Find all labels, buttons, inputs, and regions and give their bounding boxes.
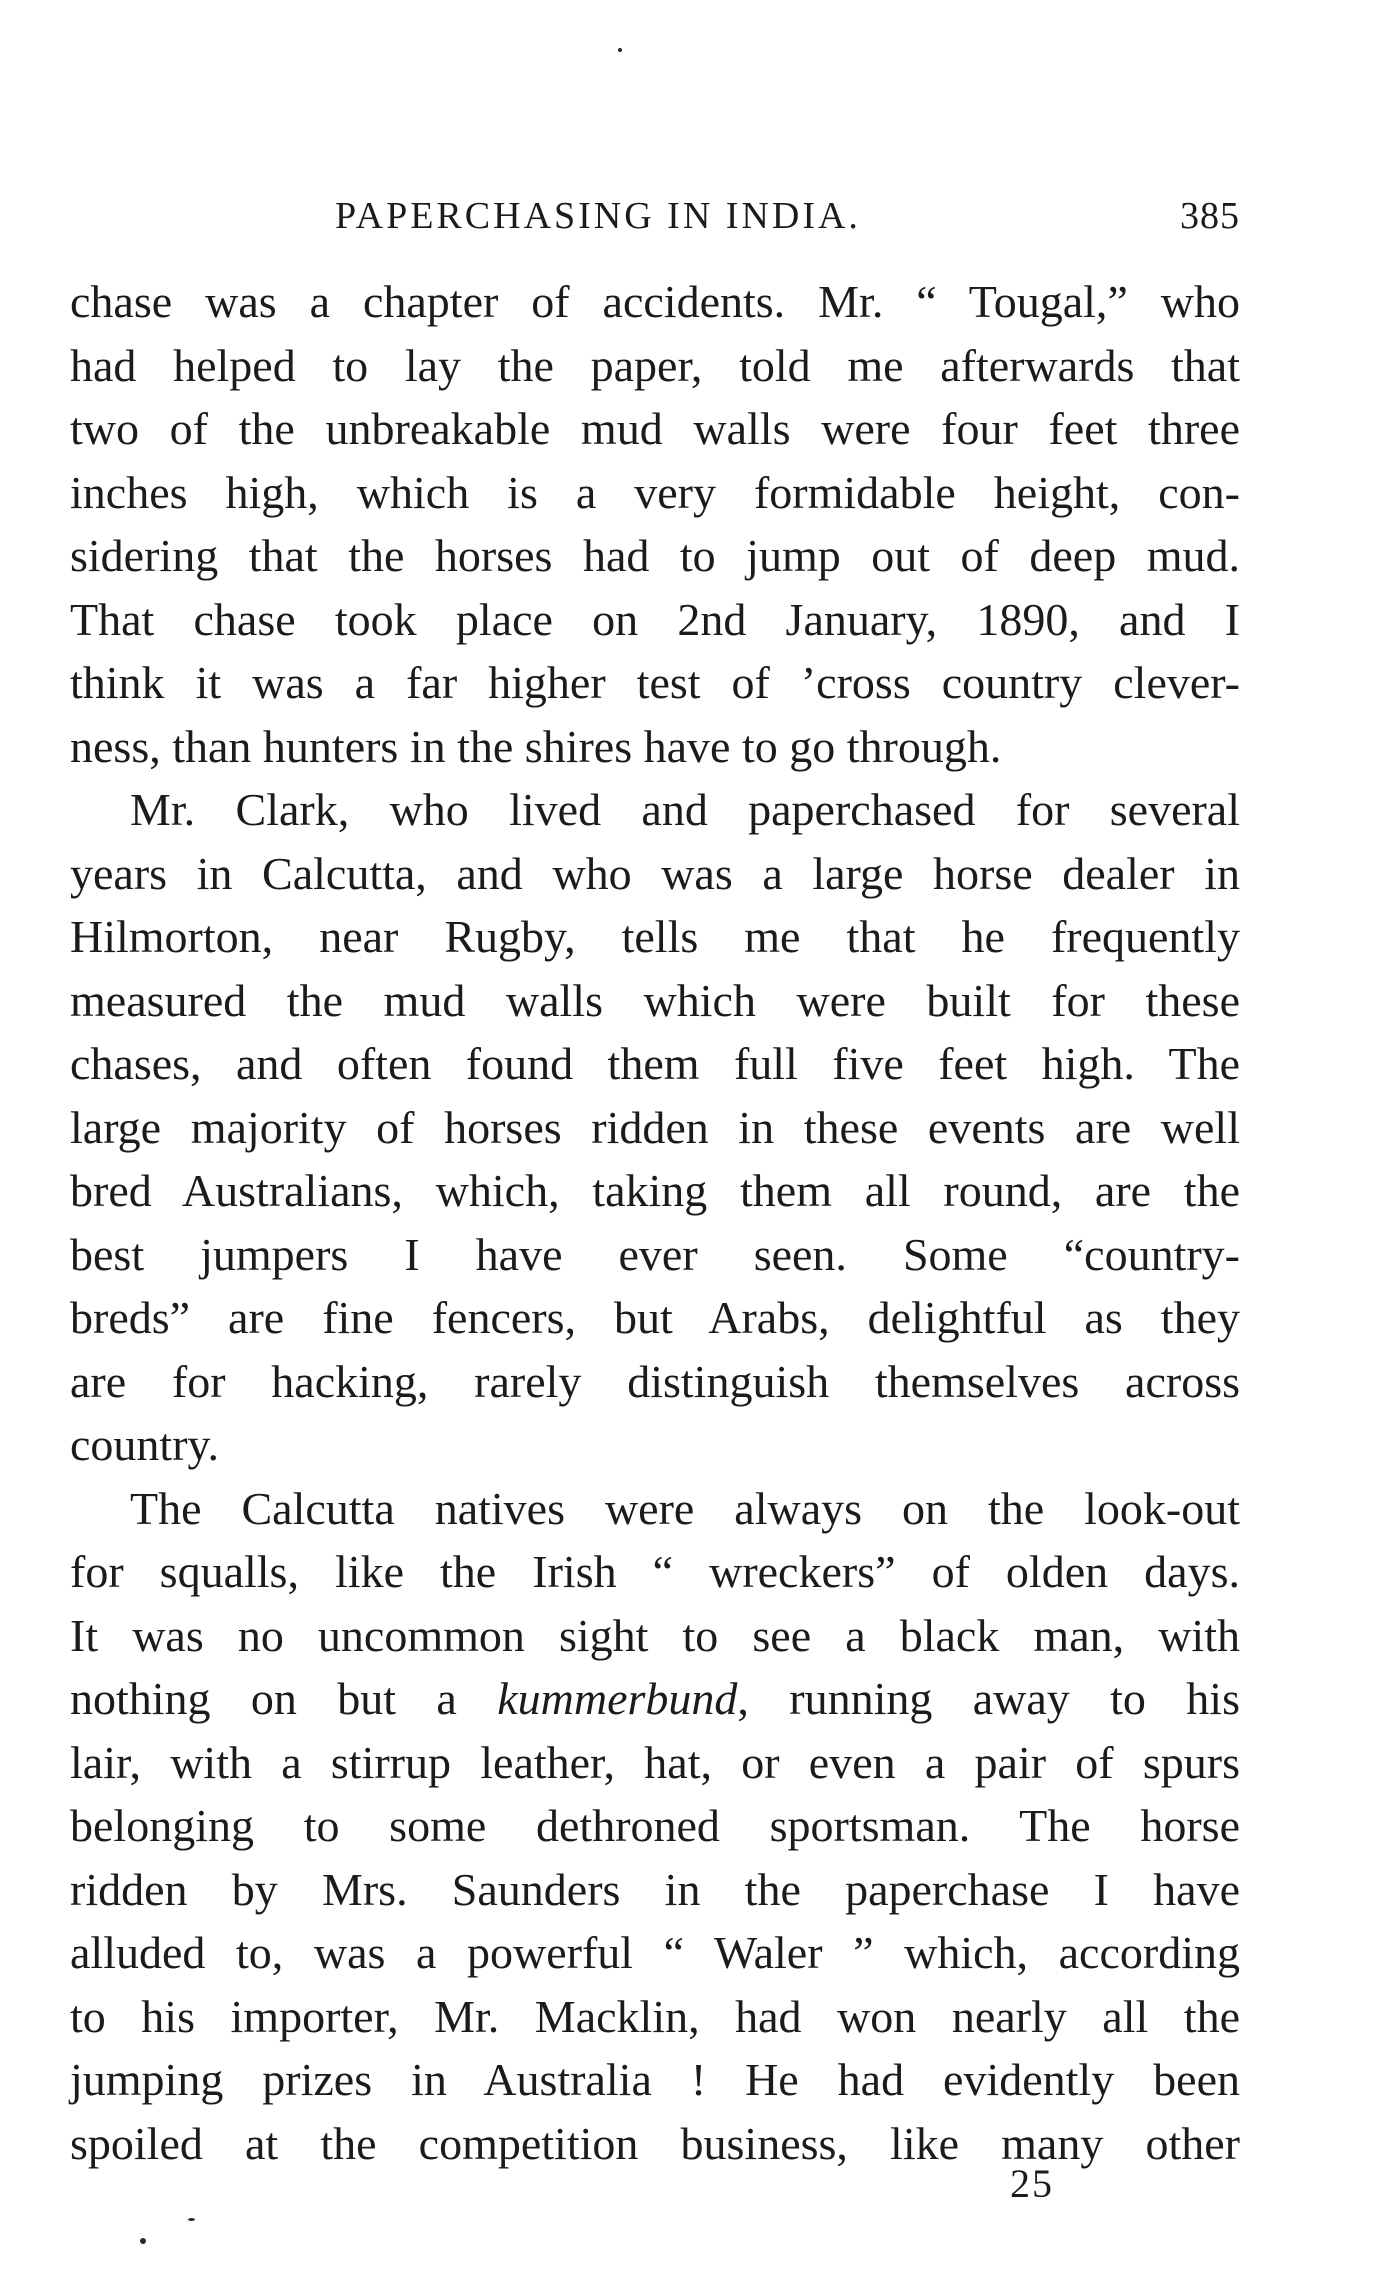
signature-mark: 25 <box>1010 2161 1054 2206</box>
ink-speck-bottom <box>188 2218 195 2221</box>
text-line: Mr. Clark, who lived and paperchased for several <box>130 784 1240 835</box>
body-text <box>70 270 1240 2175</box>
text-line: The Calcutta natives were always on the look-out <box>130 1482 1240 1534</box>
ink-speck-top <box>618 48 622 52</box>
text-line: large majority of horses ridden in these events are well <box>70 1101 1240 1153</box>
text-line: country. <box>70 1419 220 1470</box>
text-line: spoiled at the competition business, like many other <box>70 2117 1240 2169</box>
text-line: measured the mud walls which were built for these <box>70 974 1240 1026</box>
text-line: are for hacking, rarely distinguish themselves across <box>70 1355 1240 1407</box>
text-line: had helped to lay the paper, told me afterwards that <box>70 339 1240 391</box>
text-line: breds” are fine fencers, but Arabs, delightful as they <box>70 1292 1240 1343</box>
text-line: chase was a chapter of accidents. Mr. “ Tougal,” who <box>70 276 1240 327</box>
text-line: nothing on but a kummerbund, running away to his <box>70 1673 1240 1724</box>
text-line: chases, and often found them full five feet high. The <box>70 1038 1240 1089</box>
text-line: Hilmorton, near Rugby, tells me that he frequently <box>70 911 1240 962</box>
text-line: ness, than hunters in the shires have to go through. <box>70 720 1002 772</box>
text-line: for squalls, like the Irish “ wreckers” of olden days. <box>70 1546 1240 1597</box>
running-head <box>70 186 1240 246</box>
italic-word: kummerbund <box>497 1673 738 1724</box>
running-title: PAPERCHASING IN INDIA. <box>335 195 861 237</box>
text-line: inches high, which is a very formidable height, con- <box>70 466 1240 518</box>
text-line: sidering that the horses had to jump out of deep mud. <box>70 530 1240 581</box>
text-line: best jumpers I have ever seen. Some “country- <box>70 1228 1240 1280</box>
ink-speck-bottom-left <box>140 2238 146 2244</box>
text-line: to his importer, Mr. Macklin, had won nearly all the <box>70 1990 1240 2042</box>
text-line: jumping prizes in Australia ! He had evidently been <box>70 2054 1240 2105</box>
text-line: belonging to some dethroned sportsman. The horse <box>70 1800 1240 1851</box>
text-line: bred Australians, which, taking them all round, are the <box>70 1165 1240 1216</box>
text-line: two of the unbreakable mud walls were four feet three <box>70 403 1240 454</box>
text-line: years in Calcutta, and who was a large horse dealer in <box>70 847 1240 899</box>
text-line: think it was a far higher test of ’cross country clever- <box>70 657 1240 708</box>
text-line: It was no uncommon sight to see a black man, with <box>70 1609 1240 1661</box>
text-line: lair, with a stirrup leather, hat, or even a pair of spurs <box>70 1736 1240 1788</box>
text-line: alluded to, was a powerful “ Waler ” which, according <box>70 1927 1240 1978</box>
text-line: That chase took place on 2nd January, 1890, and I <box>70 593 1240 645</box>
text-line: ridden by Mrs. Saunders in the paperchase I have <box>70 1863 1240 1915</box>
page-number: 385 <box>1180 195 1240 237</box>
